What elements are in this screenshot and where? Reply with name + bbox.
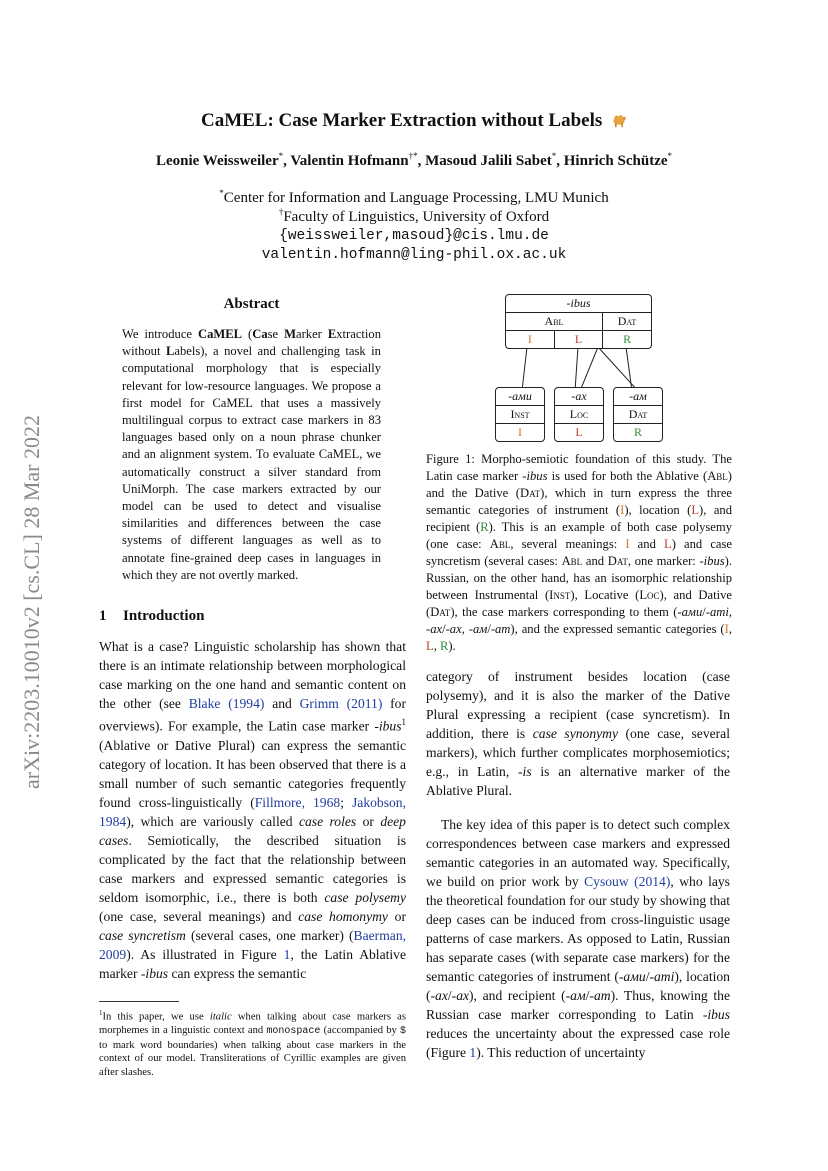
author-mark: * [278,151,284,161]
title-text: CaMEL: Case Marker Extraction without Labels [200,110,603,131]
connector-line [626,347,632,391]
citation-link[interactable]: Cysouw (2014) [584,874,671,889]
connector-line [522,347,527,391]
paper-title [0,110,828,132]
box-category: L [554,331,603,348]
box-marker: -ами [508,389,532,403]
author-mark: * [551,151,557,161]
abstract-body: We introduce CaMEL (Case Marker Extraction without Labels), a novel and challenging task in computational morphology that is especially relevant for low-resource languages. We propose a first model for CaMEL that uses a massively multilingual corpus to extract case markers in 83 languages based only on a noun phrase chunker and an alignment system. To evaluate CaMEL, we automatically construct a silver standard from UniMorph. The case markers extracted by our model can be used to detect and visualise similarities and differences between the case systems of different languages as well as to annotate fine-grained deep cases in languages in which they are not overtly marked. [122,327,382,582]
box-category: R [633,425,642,439]
author-list: Leonie Weissweiler*, Valentin Hofmann†*, Masoud Jalili Sabet*, Hinrich Schütze* [155,151,673,169]
right-paragraph-2: The key idea of this paper is to detect such complex correspondences between case markers and expressed semantic categories in an automated way. Specifically, we build on prior work by Cysouw (2014), who lays the theoretical foundation for our study by showing that deep cases can be induced from cross-linguistic usage patterns of case markers. As opposed to Latin, Russian has separate cases (with separate case markers) for the semantic categories of instrument (-ами/-ami), location (-ах/-ax), and recipient (-ам/-am). Thus, knowing the Russian case marker corresponding to Latin -ibus reduces the uncertainty about the expressed case role (Figure 1). This reduction of uncertainty [426,817,730,1060]
affiliation-text: Center for Information and Language Processing, LMU Munich [223,190,609,206]
box-category: L [575,425,583,439]
citation-link[interactable]: Blake (1994) [188,696,265,711]
box-category: I [527,332,532,346]
box-case: Abl [544,314,564,328]
citation-link[interactable]: Grimm (2011) [299,696,383,711]
box-case: Dat [602,313,651,330]
box-marker: -ах [571,389,587,403]
author-mark: * [667,151,673,161]
author-name: Leonie Weissweiler [155,153,279,169]
camel-emoji-icon [611,112,627,128]
footnote-rule [99,1001,179,1002]
figure-box-ax [554,387,604,442]
section-number: 1 [99,608,107,624]
section-title: Introduction [123,608,205,624]
figure-ref-link[interactable]: 1 [469,1045,477,1060]
author-mark: †* [408,151,418,161]
connector-line [580,347,598,391]
affiliation-1 [0,188,828,207]
citation-link[interactable]: Baerman, 2009 [99,927,407,962]
email-line-1: {weissweiler,masoud}@cis.lmu.de [279,228,549,244]
citation-link[interactable]: Fillmore, 1968 [254,794,341,810]
connector-line [598,347,638,391]
box-marker: -ibus [566,296,591,310]
affiliation-mark: * [219,188,224,198]
box-marker: -ам [629,389,647,403]
affiliation-2 [0,207,828,226]
email-line-2: valentin.hofmann@ling-phil.ox.ac.uk [261,247,567,263]
affiliation-text: Faculty of Linguistics, University of Oxford [283,209,550,225]
box-category: I [518,425,522,439]
author-name: Masoud Jalili Sabet [425,153,552,169]
box-case: Inst [510,407,530,421]
figure-box-am [613,387,663,442]
arxiv-sidebar [8,352,56,852]
figure-box-ami [495,387,545,442]
author-name: Valentin Hofmann [290,153,409,169]
footnote: $^1$In this paper, we use italic when talking about case markers as morphemes in a linguistic context and monospace (accompanied by $ to mark word boundaries) when talking about case markers in the context of our model. Transliterations of Cyrillic examples are given after slashes. [99,1009,406,1078]
citation-link[interactable]: Jakobson, 1984 [99,794,406,829]
affiliation-mark: † [278,207,284,217]
box-category: R [602,331,651,348]
arxiv-identifier: arXiv:2203.10010v2 [cs.CL] 28 Mar 2022 [19,415,44,789]
section-heading [99,608,389,625]
box-case: Loc [569,407,589,421]
author-name: Hinrich Schütze [563,153,668,169]
right-paragraph-1: category of instrument besides location (case polysemy), and it is also the marker of the Dative Plural expressing a recipient (case syncretism). In addition, there is case synonymy (one case, several markers), which further complicates morphosemiotics; e.g., in Latin, -is is an alternative marker of the Ablative Plural. [426,669,730,798]
intro-paragraph: What is a case? Linguistic scholarship has shown that there is an intimate relationship between morphological case marking on the one hand and semantic content on the other (see Blake (1994) and Grimm (2011) for overviews). For example, the Latin case marker -ibus$^1$ (Ablative or Dative Plural) can express the semantic category of location. It has been observed that there is a small number of such semantic categories frequently found cross-linguistically (Fillmore, 1968; Jakobson, 1984), which are variously called case roles or deep cases. Semiotically, the described situation is complicated by the fact that the relationship between case markers and expressed semantic categories is seldom isomorphic, i.e., there is both case polysemy (one case, several meanings) and case homonymy or case syncretism (several cases, one marker) (Baerman, 2009). As illustrated in Figure 1, the Latin Ablative marker -ibus can express the semantic [99,639,407,981]
connector-line [575,347,578,391]
figure-caption: Figure 1: Morpho-semiotic foundation of this study. The Latin case marker -ibus is used for both the Ablative (Abl) and the Dative (Dat), which in turn express the three semantic categories of instrument (I), location (L), and recipient (R). This is an example of both case polysemy (one case: Abl, several meanings: I and L) and case syncretism (several cases: Abl and Dat, one marker: -ibus). Russian, on the other hand, has an isomorphic relationship between Instrumental (Inst), Locative (Loc), and Dative (Dat), the case markers corresponding to them (-ами/-ami, -ах/-ax, -ам/-am), and the expressed semantic categories (I, L, R). [426,452,732,653]
figure-box-ibus [505,294,652,349]
box-case: Dat [628,407,648,421]
abstract-heading: Abstract [223,296,280,312]
figure-ref-link[interactable]: 1 [283,946,291,962]
